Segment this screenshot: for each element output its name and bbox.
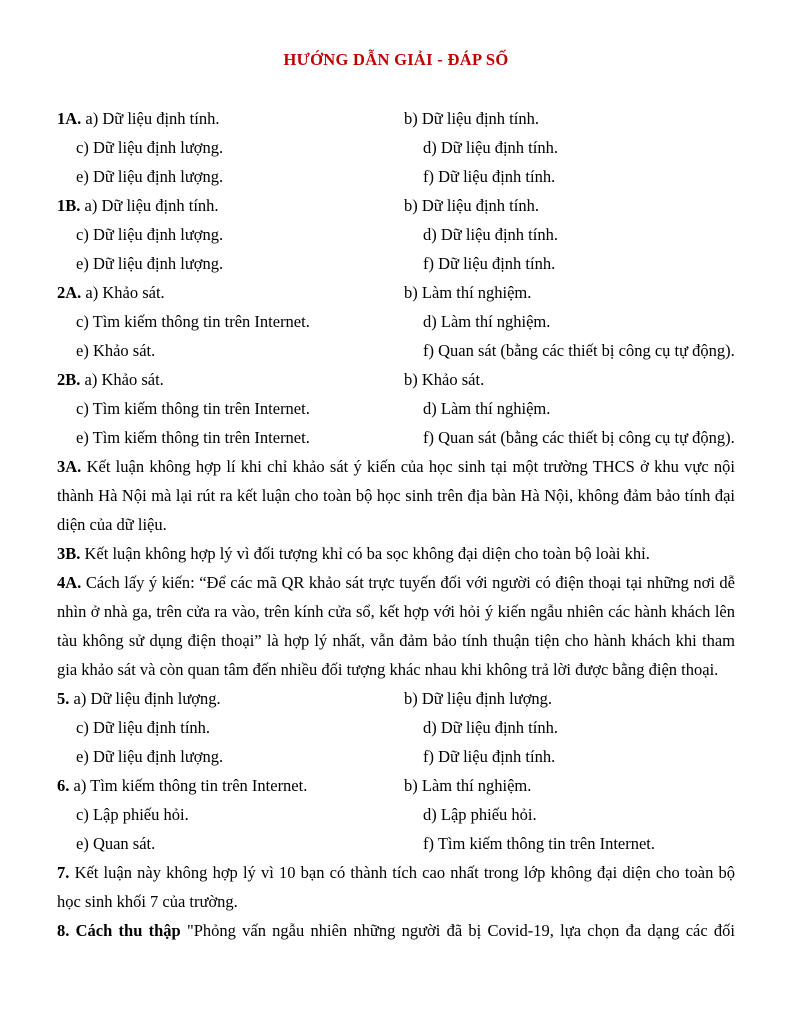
answer-row xyxy=(57,249,735,278)
answer-cell-left xyxy=(57,191,404,220)
answer-cell-right: f) Dữ liệu định tính. xyxy=(423,254,556,273)
answer-row xyxy=(57,771,735,800)
answer-row xyxy=(57,162,735,191)
answer-paragraph-7 xyxy=(57,858,735,916)
answer-text: Kết luận này không hợp lý vì 10 bạn có thành tích cao nhất trong lớp không đại diện cho toàn bộ học sinh khối 7 của trường. xyxy=(57,863,735,911)
answer-label: 6. xyxy=(57,776,70,795)
answer-label: 4A. xyxy=(57,573,82,592)
answer-cell-right: d) Dữ liệu định tính. xyxy=(423,138,558,157)
answer-cell-left: c) Lập phiếu hỏi. xyxy=(76,805,189,824)
answer-row xyxy=(57,307,735,336)
answer-cell-left: e) Dữ liệu định lượng. xyxy=(76,167,224,186)
answer-label: 2A. xyxy=(57,283,82,302)
answer-cell-right: d) Lập phiếu hỏi. xyxy=(423,805,537,824)
answer-cell-right: f) Quan sát (bằng các thiết bị công cụ tự động). xyxy=(423,341,735,360)
answer-paragraph-3A xyxy=(57,452,735,539)
answer-text: Kết luận không hợp lí khi chỉ khảo sát ý kiến của học sinh tại một trường THCS ở khu vực nội thành Hà Nội mà lại rút ra kết luận cho toàn bộ học sinh trên địa bàn Hà Nội, không đảm bảo tính đại diện của dữ liệu. xyxy=(57,457,736,534)
answer-block-2A xyxy=(57,278,735,365)
answer-label: 3B. xyxy=(57,544,81,563)
answer-cell-right: b) Khảo sát. xyxy=(404,370,485,389)
answer-paragraph-8 xyxy=(57,916,735,945)
answer-paragraph-3B xyxy=(57,539,735,568)
answer-item: a) Khảo sát. xyxy=(84,370,164,389)
answer-cell-left xyxy=(57,278,404,307)
answer-cell-left xyxy=(57,104,404,133)
answer-cell-left xyxy=(57,684,404,713)
answer-cell-right: f) Dữ liệu định tính. xyxy=(423,167,556,186)
answer-row xyxy=(57,365,735,394)
answer-block-2B xyxy=(57,365,735,452)
answer-row xyxy=(57,278,735,307)
answer-cell-right: b) Dữ liệu định lượng. xyxy=(404,689,553,708)
answer-cell-right: b) Dữ liệu định tính. xyxy=(404,109,539,128)
answer-item: a) Tìm kiếm thông tin trên Internet. xyxy=(73,776,308,795)
answer-cell-right: f) Quan sát (bằng các thiết bị công cụ tự động). xyxy=(423,428,735,447)
answer-cell-left: e) Dữ liệu định lượng. xyxy=(76,747,224,766)
answer-label: 5. xyxy=(57,689,70,708)
page-title: HƯỚNG DẪN GIẢI - ĐÁP SỐ xyxy=(283,50,509,69)
answer-row xyxy=(57,394,735,423)
answer-row xyxy=(57,220,735,249)
answer-label: 1A. xyxy=(57,109,82,128)
answer-block-5 xyxy=(57,684,735,771)
answer-label: 2B. xyxy=(57,370,81,389)
answer-text: "Phỏng vấn ngẫu nhiên những người đã bị Covid-19, lựa chọn đa dạng các đối xyxy=(186,921,736,940)
answer-row xyxy=(57,800,735,829)
answer-text: Cách lấy ý kiến: “Để các mã QR khảo sát trực tuyến đối với người có điện thoại tại những nơi dễ nhìn ở nhà ga, trên cửa ra vào, trên kính cửa sổ, kết hợp với hỏi ý kiến ngẫu nhiên các hành khách lên tàu không sử dụng điện thoại” là hợp lý nhất, vẫn đảm bảo tính thuận tiện cho hành khách khi tham gia khảo sát và còn quan tâm đến nhiều đối tượng khác nhau khi không trả lời được bằng điện thoại. xyxy=(57,573,736,679)
answer-block-1B xyxy=(57,191,735,278)
answer-cell-left: c) Dữ liệu định lượng. xyxy=(76,225,224,244)
answer-cell-left: e) Dữ liệu định lượng. xyxy=(76,254,224,273)
answer-row xyxy=(57,713,735,742)
answer-text: Kết luận không hợp lý vì đối tượng khỉ có ba sọc không đại diện cho toàn bộ loài khỉ. xyxy=(84,544,650,563)
answer-cell-right: d) Làm thí nghiệm. xyxy=(423,399,551,418)
answer-cell-left: c) Dữ liệu định lượng. xyxy=(76,138,224,157)
answer-cell-left: e) Quan sát. xyxy=(76,834,156,853)
answer-paragraph-4A xyxy=(57,568,735,684)
answer-label: 1B. xyxy=(57,196,81,215)
answer-cell-right: b) Làm thí nghiệm. xyxy=(404,776,532,795)
answer-row xyxy=(57,684,735,713)
answer-cell-right: f) Dữ liệu định tính. xyxy=(423,747,556,766)
answer-cell-left xyxy=(57,365,404,394)
answer-item: a) Dữ liệu định lượng. xyxy=(73,689,221,708)
answer-cell-right: b) Dữ liệu định tính. xyxy=(404,196,539,215)
answer-item: a) Khảo sát. xyxy=(85,283,165,302)
answer-cell-left xyxy=(57,771,404,800)
answer-cell-left: e) Khảo sát. xyxy=(76,341,156,360)
answer-cell-right: d) Làm thí nghiệm. xyxy=(423,312,551,331)
answer-cell-right: f) Tìm kiếm thông tin trên Internet. xyxy=(423,834,656,853)
answer-row xyxy=(57,336,735,365)
answer-item: a) Dữ liệu định tính. xyxy=(84,196,219,215)
answer-row xyxy=(57,423,735,452)
answer-block-1A xyxy=(57,104,735,191)
answer-item: a) Dữ liệu định tính. xyxy=(85,109,220,128)
answer-cell-left: c) Tìm kiếm thông tin trên Internet. xyxy=(76,312,310,331)
answer-row xyxy=(57,742,735,771)
answer-cell-right: b) Làm thí nghiệm. xyxy=(404,283,532,302)
answer-label: 8. Cách thu thập xyxy=(57,921,181,940)
answer-cell-left: c) Tìm kiếm thông tin trên Internet. xyxy=(76,399,310,418)
answer-cell-right: d) Dữ liệu định tính. xyxy=(423,225,558,244)
answer-label: 3A. xyxy=(57,457,82,476)
answer-label: 7. xyxy=(57,863,70,882)
answer-block-6 xyxy=(57,771,735,858)
answer-row xyxy=(57,133,735,162)
answer-cell-left: c) Dữ liệu định tính. xyxy=(76,718,211,737)
answer-row xyxy=(57,104,735,133)
answer-row xyxy=(57,829,735,858)
answer-cell-right: d) Dữ liệu định tính. xyxy=(423,718,558,737)
answer-row xyxy=(57,191,735,220)
answer-cell-left: e) Tìm kiếm thông tin trên Internet. xyxy=(76,428,310,447)
